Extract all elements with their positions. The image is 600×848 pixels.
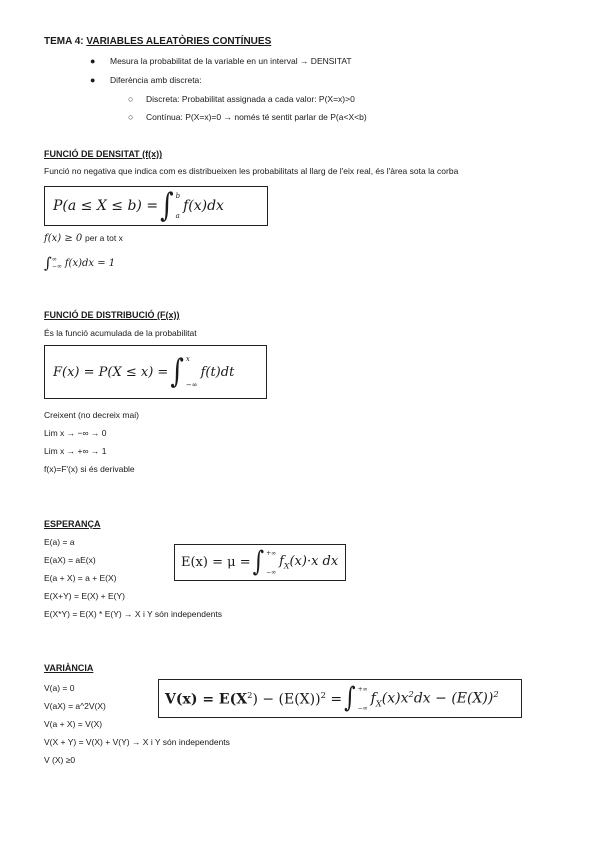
esperanca-upper-limit: +∞ xyxy=(266,549,277,557)
esperanca-property: E(aX) = aE(x) xyxy=(44,555,96,565)
sub-bullet-circle: ○ xyxy=(128,94,134,104)
variancia-formula-box xyxy=(158,679,522,718)
variancia-mid-text: ) − (E(X)) xyxy=(252,691,321,708)
condition-2-math: f(x)dx = 1 xyxy=(64,257,116,269)
integral-sign-icon: ∫ xyxy=(252,546,265,578)
integral-sign-icon: ∫ xyxy=(170,353,184,391)
esperanca-lower-limit: −∞ xyxy=(266,568,277,576)
integral-sign-icon: ∫ xyxy=(44,254,52,272)
distribucio-lower-limit: −∞ xyxy=(185,381,198,389)
integral-sign-icon: ∫ xyxy=(344,682,356,714)
esperanca-formula-lhs: E(x) = μ = xyxy=(181,555,251,570)
variancia-mid-sup: 2 xyxy=(320,689,326,700)
densitat-upper-limit: b xyxy=(175,192,181,200)
variancia-tail-sup: 2 xyxy=(493,688,499,699)
distribucio-property: Creixent (no decreix mai) xyxy=(44,410,139,420)
distribucio-property: Lim x → −∞ → 0 xyxy=(44,428,107,438)
variancia-property: V (X) ≥0 xyxy=(44,755,76,765)
esperanca-formula-integrand xyxy=(279,554,338,571)
distribucio-formula-limits xyxy=(186,355,198,389)
densitat-formula-lhs: P(a ≤ X ≤ b) = xyxy=(53,198,159,214)
bullet-dot: ● xyxy=(90,56,96,66)
title-prefix: TEMA 4: xyxy=(44,36,84,47)
bullet-dot: ● xyxy=(90,75,96,85)
distribucio-property: Lim x → +∞ → 1 xyxy=(44,446,107,456)
variancia-integrand-rest: (x)x xyxy=(381,690,409,707)
distribucio-formula-lhs: F(x) = P(X ≤ x) = xyxy=(53,364,169,380)
condition-1-math: f(x) ≥ 0 xyxy=(44,233,83,244)
esperanca-formula-limits xyxy=(266,550,276,576)
distribucio-heading: FUNCIÓ DE DISTRIBUCIÓ (F(x)) xyxy=(44,310,180,320)
intro-sub-bullet-2: Contínua: P(X=x)=0 → només té sentit parlar de P(a<X<b) xyxy=(146,112,367,122)
densitat-lower-limit: a xyxy=(175,212,180,220)
variancia-integrand-sup: 2 xyxy=(408,688,414,699)
densitat-condition-2 xyxy=(44,254,115,272)
intro-bullet-1: Mesura la probabilitat de la variable en un interval → DENSITAT xyxy=(110,56,352,66)
integral-sign-icon: ∫ xyxy=(160,187,174,225)
variancia-integrand-sub: X xyxy=(375,698,382,709)
esperanca-integrand-rest: (x)·x dx xyxy=(289,554,339,570)
distribucio-description: És la funció acumulada de la probabilitat xyxy=(44,328,197,338)
condition-2-limits xyxy=(52,256,62,270)
variancia-lhs-sup: 2 xyxy=(247,689,253,700)
variancia-formula-limits xyxy=(358,686,368,712)
intro-bullet-2: Diferència amb discreta: xyxy=(110,75,202,85)
esperanca-property: E(a + X) = a + E(X) xyxy=(44,573,117,583)
esperanca-integrand-sub: X xyxy=(283,561,290,571)
densitat-condition-1 xyxy=(44,233,123,244)
esperanca-heading: ESPERANÇA xyxy=(44,519,101,529)
densitat-formula-integrand: f(x)dx xyxy=(183,198,224,214)
esperanca-property: E(X+Y) = E(X) + E(Y) xyxy=(44,591,126,601)
sub-bullet-circle: ○ xyxy=(128,112,134,122)
densitat-formula-box xyxy=(44,186,268,226)
intro-sub-bullet-1: Discreta: Probabilitat assignada a cada valor: P(X=x)>0 xyxy=(146,94,355,104)
title-main: VARIABLES ALEATÒRIES CONTÍNUES xyxy=(86,36,272,47)
esperanca-property: E(a) = a xyxy=(44,537,75,547)
esperanca-integrand-f: f xyxy=(279,554,284,570)
densitat-heading: FUNCIÓ DE DENSITAT (f(x)) xyxy=(44,149,163,159)
variancia-eq: = xyxy=(325,691,343,708)
distribucio-property: f(x)=F'(x) si és derivable xyxy=(44,464,135,474)
distribucio-formula-box xyxy=(44,345,267,399)
variancia-formula-integrand xyxy=(371,689,499,708)
variancia-upper-limit: +∞ xyxy=(357,685,368,693)
variancia-lower-limit: −∞ xyxy=(357,704,368,712)
distribucio-formula-integrand: f(t)dt xyxy=(200,364,235,380)
condition-2-lower: −∞ xyxy=(51,263,62,270)
densitat-formula-limits xyxy=(176,192,180,220)
esperanca-formula-box xyxy=(174,544,346,581)
densitat-description: Funció no negativa que indica com es distribueixen les probabilitats al llarg de l'eix real, és l'àrea sota la corba xyxy=(44,166,459,176)
variancia-property: V(a + X) = V(X) xyxy=(44,719,103,729)
variancia-lhs-text: V(x) = E(X xyxy=(165,691,248,708)
variancia-formula-lhs xyxy=(165,690,342,708)
distribucio-upper-limit: x xyxy=(185,355,190,363)
variancia-property: V(X + Y) = V(X) + V(Y) → X i Y són independents xyxy=(44,737,230,747)
variancia-tail: dx − (E(X)) xyxy=(413,690,494,707)
variancia-property: V(a) = 0 xyxy=(44,683,75,693)
condition-1-text: per a tot x xyxy=(85,233,123,243)
variancia-property: V(aX) = a^2V(X) xyxy=(44,701,106,711)
variancia-heading: VARIÀNCIA xyxy=(44,663,94,673)
page-title xyxy=(44,36,271,47)
variancia-integrand-f: f xyxy=(370,690,376,707)
esperanca-property: E(X*Y) = E(X) * E(Y) → X i Y són independents xyxy=(44,609,223,619)
condition-2-upper: ∞ xyxy=(51,256,57,263)
